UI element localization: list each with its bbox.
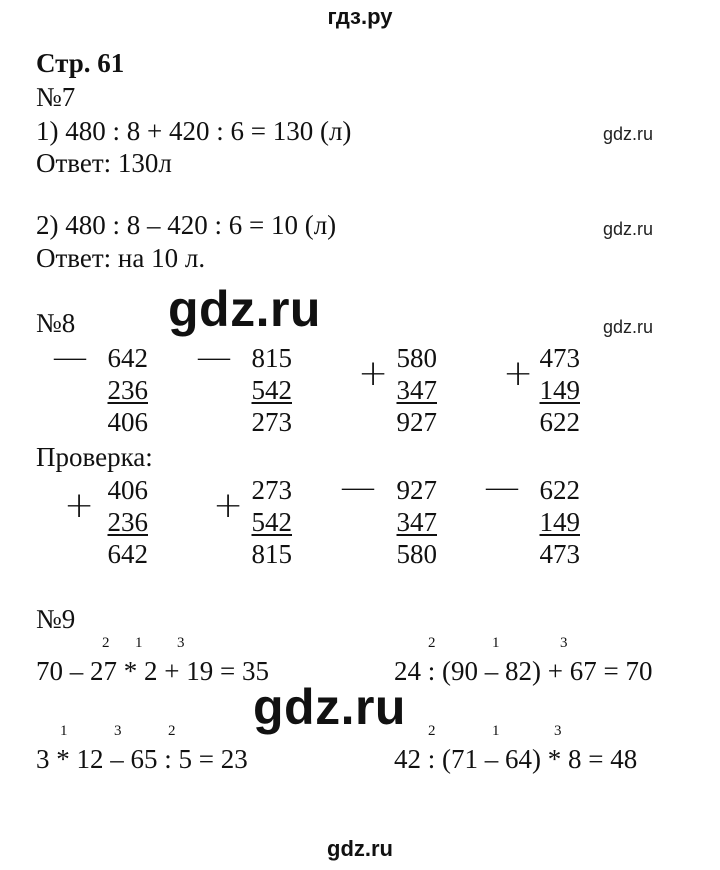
check-4-result: 473 [539, 539, 580, 569]
check-3-bottom: 347 [396, 507, 437, 537]
problem-1-operator: — [52, 337, 88, 378]
check-2-top: 273 [251, 475, 292, 505]
check-1-column [88, 474, 148, 570]
check-2-column [232, 474, 292, 570]
problem-1-top: 642 [107, 343, 148, 373]
check-1-bottom: 236 [107, 507, 148, 537]
problem-4-result: 622 [539, 407, 580, 437]
problem-1-column [88, 342, 148, 438]
watermark-big-2: gdz.ru [253, 679, 406, 735]
problem-3-top: 580 [396, 343, 437, 373]
task8-number: №8 [36, 308, 76, 338]
check-3-operator: — [340, 467, 376, 508]
problem-3-bottom: 347 [396, 375, 437, 405]
check-2-bottom: 542 [251, 507, 292, 537]
expr4-order-1: 2 [428, 723, 436, 739]
expr1-order-3: 3 [177, 635, 185, 651]
problem-4-column [520, 342, 580, 438]
check-4-bottom: 149 [539, 507, 580, 537]
problem-3-operator: + [358, 353, 389, 394]
problem-4-top: 473 [539, 343, 580, 373]
expr3-order-3: 2 [168, 723, 176, 739]
expr3: 3 * 12 – 65 : 5 = 23 [36, 744, 248, 774]
site-header: гдз.ру [327, 4, 393, 29]
problem-3-column [377, 342, 437, 438]
expr1: 70 – 27 * 2 + 19 = 35 [36, 656, 269, 686]
task7-number: №7 [36, 82, 76, 112]
problem-3-result: 927 [396, 407, 437, 437]
check-2-result: 815 [251, 539, 292, 569]
check-3-top: 927 [396, 475, 437, 505]
problem-2-bottom: 542 [251, 375, 292, 405]
check-2-operator: + [213, 485, 244, 526]
expr3-order-1: 1 [60, 723, 68, 739]
check-3-column [377, 474, 437, 570]
task7-line1: 1) 480 : 8 + 420 : 6 = 130 (л) [36, 116, 352, 146]
expr2-order-1: 2 [428, 635, 436, 651]
problem-2-operator: — [196, 337, 232, 378]
watermark-small-2: gdz.ru [603, 219, 654, 239]
site-footer: gdz.ru [327, 836, 393, 861]
check-1-operator: + [64, 485, 95, 526]
check-4-column [520, 474, 580, 570]
watermark-small-1: gdz.ru [603, 124, 654, 144]
expr1-order-1: 2 [102, 635, 110, 651]
problem-2-result: 273 [251, 407, 292, 437]
check-4-top: 622 [539, 475, 580, 505]
problem-1-bottom: 236 [107, 375, 148, 405]
expr2-order-3: 3 [560, 635, 568, 651]
check-1-result: 642 [107, 539, 148, 569]
expr4-order-2: 1 [492, 723, 500, 739]
page-title: Стр. 61 [36, 48, 125, 78]
check-1-top: 406 [107, 475, 148, 505]
check-label: Проверка: [36, 442, 153, 472]
check-3-result: 580 [396, 539, 437, 569]
problem-4-operator: + [503, 353, 534, 394]
problem-2-top: 815 [251, 343, 292, 373]
check-4-operator: — [484, 467, 520, 508]
expr2: 24 : (90 – 82) + 67 = 70 [394, 656, 653, 686]
problem-4-bottom: 149 [539, 375, 580, 405]
task7-answer1: Ответ: 130л [36, 148, 172, 178]
task7-answer2: Ответ: на 10 л. [36, 243, 206, 273]
problem-2-column [232, 342, 292, 438]
expr4-order-3: 3 [554, 723, 562, 739]
expr3-order-2: 3 [114, 723, 122, 739]
problem-1-result: 406 [107, 407, 148, 437]
expr4: 42 : (71 – 64) * 8 = 48 [394, 744, 638, 774]
watermark-big-1: gdz.ru [168, 281, 321, 337]
expr1-order-2: 1 [135, 635, 143, 651]
task9-number: №9 [36, 604, 76, 634]
expr2-order-2: 1 [492, 635, 500, 651]
task7-line2: 2) 480 : 8 – 420 : 6 = 10 (л) [36, 210, 337, 240]
watermark-small-3: gdz.ru [603, 317, 654, 337]
